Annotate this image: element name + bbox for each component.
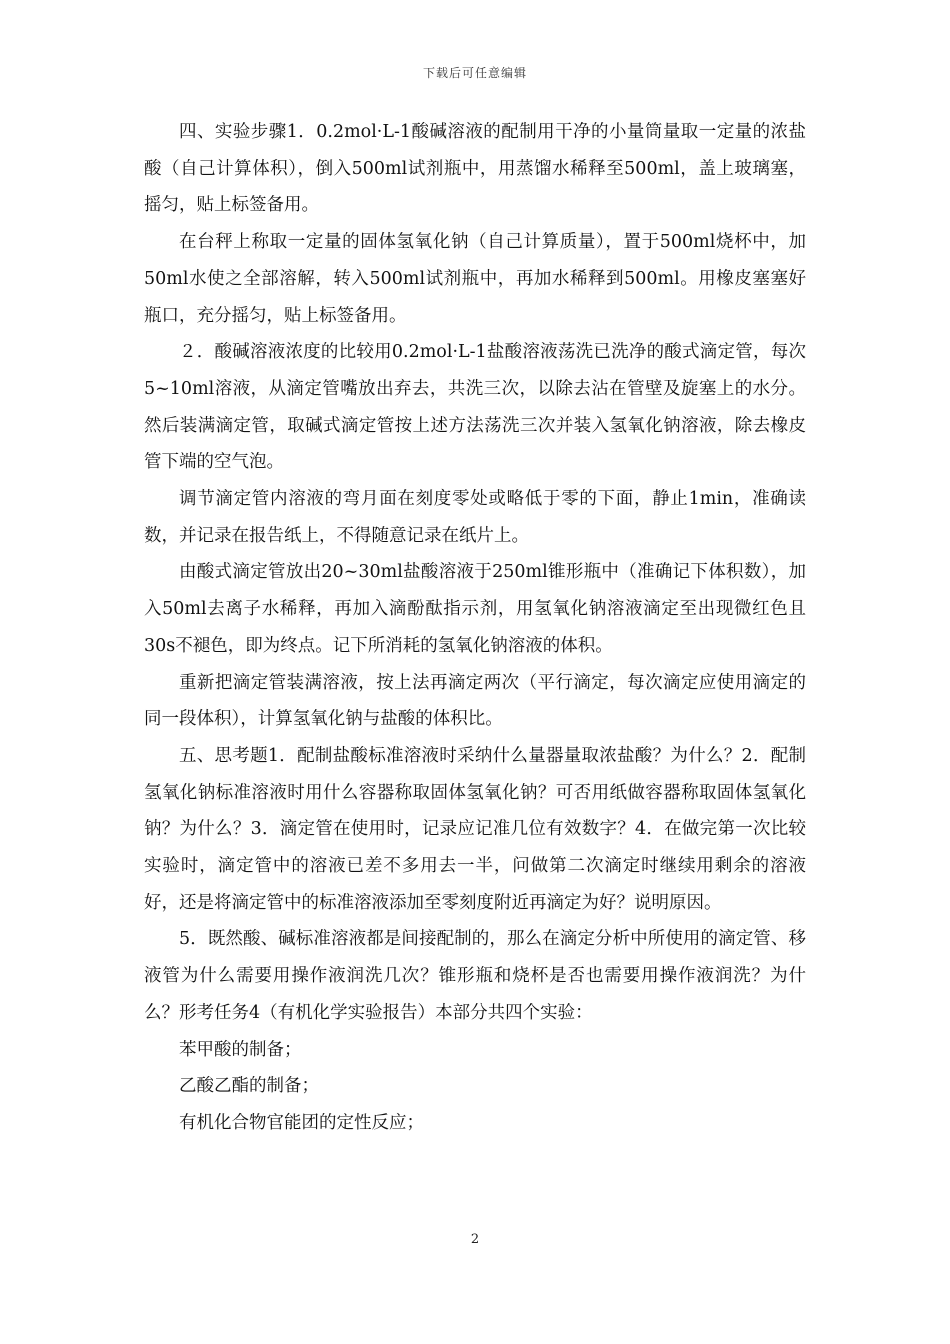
paragraph-concentration-comparison: ２．酸碱溶液浓度的比较用0.2mol·L-1盐酸溶液荡洗已洗净的酸式滴定管，每次5~10ml溶液，从滴定管嘴放出弃去，共洗三次，以除去沾在管壁及旋塞上的水分。然后装满滴定管，取碱式滴定管按上述方法荡洗三次并装入氢氧化钠溶液，除去橡皮管下端的空气泡。 bbox=[144, 342, 806, 473]
paragraph-meniscus-adjustment: 调节滴定管内溶液的弯月面在刻度零处或略低于零的下面，静止1min，准确读数，并记录在报告纸上，不得随意记录在纸片上。 bbox=[144, 489, 806, 546]
document-body bbox=[144, 114, 806, 1142]
paragraph-naoh-preparation: 在台秤上称取一定量的固体氢氧化钠（自己计算质量），置于500ml烧杯中，加50ml水使之全部溶解，转入500ml试剂瓶中，再加水稀释到500ml。用橡皮塞塞好瓶口，充分摇匀，贴上标签备用。 bbox=[144, 232, 806, 326]
list-item-benzoic-acid: 苯甲酸的制备； bbox=[179, 1039, 302, 1060]
paragraph-question-5: 5．既然酸、碱标准溶液都是间接配制的，那么在滴定分析中所使用的滴定管、移液管为什么需要用操作液润洗几次？锥形瓶和烧杯是否也需要用操作液润洗？为什么？形考任务4（有机化学实验报告）本部分共四个实验： bbox=[144, 929, 806, 1023]
page-number: 2 bbox=[470, 1232, 480, 1247]
paragraph-repeat-titration: 重新把滴定管装满溶液，按上法再滴定两次（平行滴定，每次滴定应使用滴定的同一段体积），计算氢氧化钠与盐酸的体积比。 bbox=[144, 672, 806, 730]
paragraph-experiment-steps: 四、实验步骤1．0.2mol·L-1酸碱溶液的配制用干净的小量筒量取一定量的浓盐酸（自己计算体积），倒入500ml试剂瓶中，用蒸馏水稀释至500ml，盖上玻璃塞，摇匀，贴上标签备用。 bbox=[144, 122, 806, 216]
paragraph-titration: 由酸式滴定管放出20~30ml盐酸溶液于250ml锥形瓶中（准确记下体积数），加入50ml去离子水稀释，再加入滴酚酞指示剂，用氢氧化钠溶液滴定至出现微红色且30s不褪色，即为终点。记下所消耗的氢氧化钠溶液的体积。 bbox=[144, 562, 806, 656]
list-item-functional-groups: 有机化合物官能团的定性反应； bbox=[179, 1112, 424, 1133]
list-item-ethyl-acetate: 乙酸乙酯的制备； bbox=[179, 1076, 319, 1097]
page-header: 下载后可任意编辑 bbox=[422, 66, 527, 80]
paragraph-questions: 五、思考题1．配制盐酸标准溶液时采纳什么量器量取浓盐酸？为什么？2．配制氢氧化钠标准溶液时用什么容器称取固体氢氧化钠？可否用纸做容器称取固体氢氧化钠？为什么？3．滴定管在使用时，记录应记准几位有效数字？4．在做完第一次比较实验时，滴定管中的溶液已差不多用去一半，问做第二次滴定时继续用剩余的溶液好，还是将滴定管中的标准溶液添加至零刻度附近再滴定为好？说明原因。 bbox=[144, 745, 806, 913]
